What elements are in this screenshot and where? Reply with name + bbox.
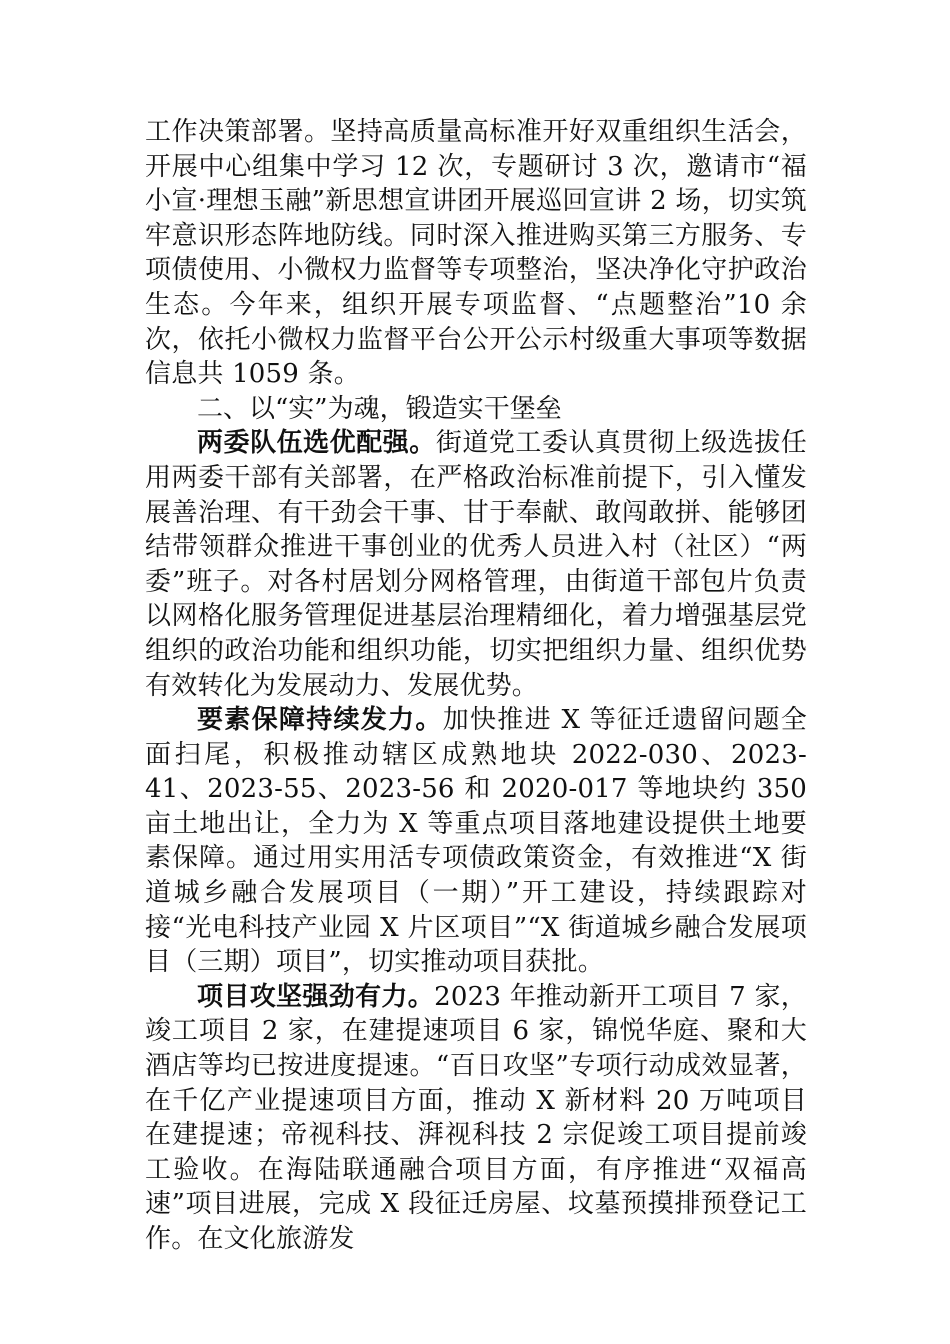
paragraph-text: 2023 年推动新开工项目 7 家，竣工项目 2 家，在建提速项目 6 家，锦悦华庭、聚和大酒店等均已按进度提速。“百日攻坚”专项行动成效显著，在千亿产业提速项目方面，推动 X 新材料 20 万吨项目在建提速；帝视科技、湃视科技 2 宗促竣工项目提前竣工验收。在海陆联通融合项目方面，有序推进“双福高速”项目进展，完成 X 段征迁房屋、坟墓预摸排预登记工作。在文化旅游发 bbox=[145, 981, 807, 1254]
paragraph-project-tackling bbox=[145, 980, 807, 1257]
paragraph-text: 加快推进 X 等征迁遗留问题全面扫尾，积极推动辖区成熟地块 2022-030、2023-41、2023-55、2023-56 和 2020-017 等地块约 350 亩土地出让，全力为 X 等重点项目落地建设提供土地要素保障。通过用实用活专项债政策资金，有效推进“X 街道城乡融合发展项目（一期）”开工建设，持续跟踪对接“光电科技产业园 X 片区项目”“X 街道城乡融合发展项目（三期）项目”，切实推动项目获批。 bbox=[145, 705, 807, 978]
paragraph-lead: 项目攻坚强劲有力。 bbox=[197, 981, 435, 1012]
paragraph-factor-guarantee bbox=[145, 703, 807, 980]
document-page bbox=[145, 115, 807, 1257]
paragraph-text: 工作决策部署。坚持高质量高标准开好双重组织生活会，开展中心组集中学习 12 次，专题研讨 3 次，邀请市“福小宣·理想玉融”新思想宣讲团开展巡回宣讲 2 场，切实筑牢意识形态阵地防线。同时深入推进购买第三方服务、专项债使用、小微权力监督等专项整治，坚决净化守护政治生态。今年来，组织开展专项监督、“点题整治”10 余次，依托小微权力监督平台公开公示村级重大事项等数据信息共 1059 条。 bbox=[145, 117, 807, 390]
paragraph-continuation bbox=[145, 115, 807, 392]
paragraph-team-selection bbox=[145, 426, 807, 703]
paragraph-lead: 两委队伍选优配强。 bbox=[197, 428, 436, 459]
section-heading-text: 二、以“实”为魂，锻造实干堡垒 bbox=[197, 393, 562, 424]
paragraph-text: 街道党工委认真贯彻上级选拔任用两委干部有关部署，在严格政治标准前提下，引入懂发展善治理、有干劲会干事、甘于奉献、敢闯敢拼、能够团结带领群众推进干事创业的优秀人员进入村（社区）“两委”班子。对各村居划分网格管理，由街道干部包片负责以网格化服务管理促进基层治理精细化，着力增强基层党组织的政治功能和组织功能，切实把组织力量、组织优势有效转化为发展动力、发展优势。 bbox=[145, 428, 807, 701]
section-heading bbox=[145, 392, 807, 427]
paragraph-lead: 要素保障持续发力。 bbox=[197, 705, 443, 736]
